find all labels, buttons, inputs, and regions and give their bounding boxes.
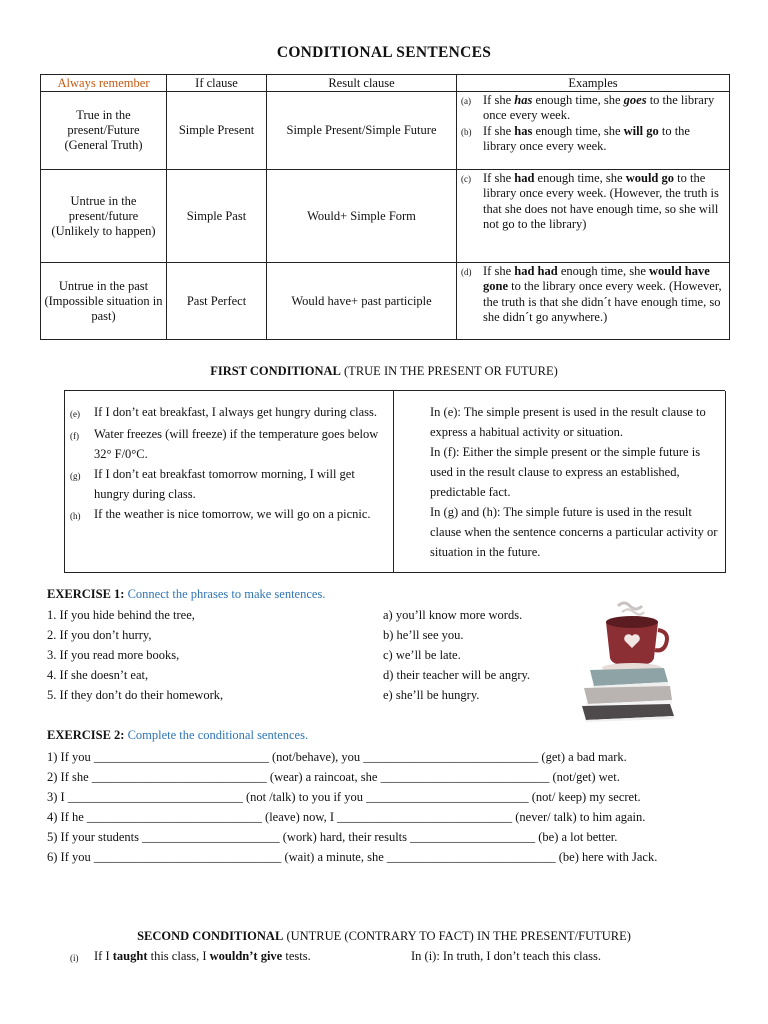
exercise-line: 2) If she ____________________________ (wear) a raincoat, she ___________________________ (not/get) wet. — [47, 770, 620, 784]
result-clause-cell: Would have+ past participle — [267, 263, 457, 340]
exercise2-heading: EXERCISE 2: Complete the conditional sentences. — [47, 728, 309, 742]
example-text: If she has enough time, she goes to the library once every week. — [483, 93, 715, 123]
remember-cell: True in the present/Future (General Truth) — [41, 92, 167, 170]
box-divider — [393, 391, 394, 573]
exercise1-heading: EXERCISE 1: Connect the phrases to make sentences. — [47, 587, 326, 601]
exercise-line: 4) If he ____________________________ (leave) now, I ____________________________ (never/ talk) to him again. — [47, 810, 646, 824]
if-clause-cell: Simple Past — [167, 170, 267, 263]
if-clause-cell: Past Perfect — [167, 263, 267, 340]
list-item: 3. If you read more books, — [47, 648, 180, 662]
second-conditional-heading: SECOND CONDITIONAL (UNTRUE (CONTRARY TO FACT) IN THE PRESENT/FUTURE) — [137, 929, 631, 943]
exercise-line: 3) I ____________________________ (not /talk) to you if you __________________________ (not/ keep) my secret. — [47, 790, 641, 804]
page-title: CONDITIONAL SENTENCES — [276, 44, 492, 61]
result-clause-cell: Simple Present/Simple Future — [267, 92, 457, 170]
result-clause-cell: Would+ Simple Form — [267, 170, 457, 263]
example-text: If I taught this class, I wouldn’t give tests. — [94, 949, 311, 963]
example-text: If she has enough time, she will go to the library once every week. — [483, 123, 690, 154]
exercise1-left-column — [47, 605, 223, 705]
list-item: (h) If the weather is nice tomorrow, we will go on a picnic. — [70, 507, 371, 521]
list-item: (f) Water freezes (will freeze) if the temperature goes below 32° F/0°C. — [70, 427, 379, 461]
examples-cell — [457, 170, 730, 263]
example-letter: (b) — [461, 126, 472, 137]
list-item: c) we’ll be late. — [383, 648, 461, 662]
list-item: (e) If I don’t eat breakfast, I always get hungry during class. — [70, 405, 378, 419]
first-conditional-examples — [70, 402, 388, 526]
if-clause-cell: Simple Present — [167, 92, 267, 170]
first-conditional-explanations — [430, 402, 720, 562]
list-item: e) she’ll be hungry. — [383, 688, 480, 702]
table-row — [41, 170, 730, 263]
example-item — [461, 171, 725, 233]
header-examples: Examples — [457, 75, 730, 92]
explanation-text: In (g) and (h): The simple future is used in the result clause when the sentence concerns a particular activity or situation in the future. — [430, 505, 718, 559]
table-row — [41, 263, 730, 340]
remember-cell: Untrue in the present/future (Unlikely to happen) — [41, 170, 167, 263]
list-item: 4. If she doesn’t eat, — [47, 668, 149, 682]
list-item: 2. If you don’t hurry, — [47, 628, 152, 642]
conditional-summary-table — [40, 74, 730, 340]
explanation-text: In (f): Either the simple present or the simple future is used in the result clause to express an established, predictable fact. — [430, 445, 701, 499]
example-item — [461, 264, 725, 326]
second-conditional-item — [70, 947, 311, 967]
first-conditional-heading: FIRST CONDITIONAL (TRUE IN THE PRESENT OR FUTURE) — [210, 364, 558, 378]
list-item: d) their teacher will be angry. — [383, 668, 531, 682]
example-letter: (i) — [70, 953, 79, 963]
example-text: If she had had enough time, she would have gone to the library once every week. (However, the truth is that she didn´t have enough time, so she didn´t go anywhere.) — [483, 264, 722, 325]
example-letter: (d) — [461, 267, 472, 277]
coffee-cup-books-illustration — [578, 600, 678, 722]
example-letter: (c) — [461, 174, 471, 184]
explanation-text: In (e): The simple present is used in the result clause to express a habitual activity or situation. — [430, 405, 706, 439]
exercise2-lines — [47, 747, 747, 867]
examples-cell — [457, 92, 730, 170]
example-item — [461, 93, 725, 124]
header-result-clause: Result clause — [267, 75, 457, 92]
example-text: If she had enough time, she would go to the library once every week. (However, the truth is that she does not have enough time, so she will not go to the library) — [483, 171, 719, 232]
list-item: 1. If you hide behind the tree, — [47, 608, 195, 622]
list-item: 5. If they don’t do their homework, — [47, 688, 224, 702]
examples-cell — [457, 263, 730, 340]
exercise1-right-column — [383, 605, 530, 705]
table-row — [41, 92, 730, 170]
example-letter: (a) — [461, 96, 471, 106]
second-conditional-note: In (i): In truth, I don’t teach this class. — [411, 949, 602, 963]
list-item: b) he’ll see you. — [383, 628, 464, 642]
header-if-clause: If clause — [167, 75, 267, 92]
exercise-line: 1) If you ____________________________ (not/behave), you ____________________________ (get) a bad mark. — [47, 750, 627, 764]
header-always-remember: Always remember — [41, 75, 167, 92]
list-item: a) you’ll know more words. — [383, 608, 523, 622]
exercise-line: 5) If your students ______________________ (work) hard, their results ____________________ (be) a lot better. — [47, 830, 618, 844]
remember-cell: Untrue in the past (Impossible situation in past) — [41, 263, 167, 340]
exercise-line: 6) If you ______________________________ (wait) a minute, she ___________________________ (be) here with Jack. — [47, 850, 658, 864]
list-item: (g) If I don’t eat breakfast tomorrow morning, I will get hungry during class. — [70, 467, 355, 501]
table-header-row — [41, 75, 730, 92]
example-item — [461, 124, 725, 155]
